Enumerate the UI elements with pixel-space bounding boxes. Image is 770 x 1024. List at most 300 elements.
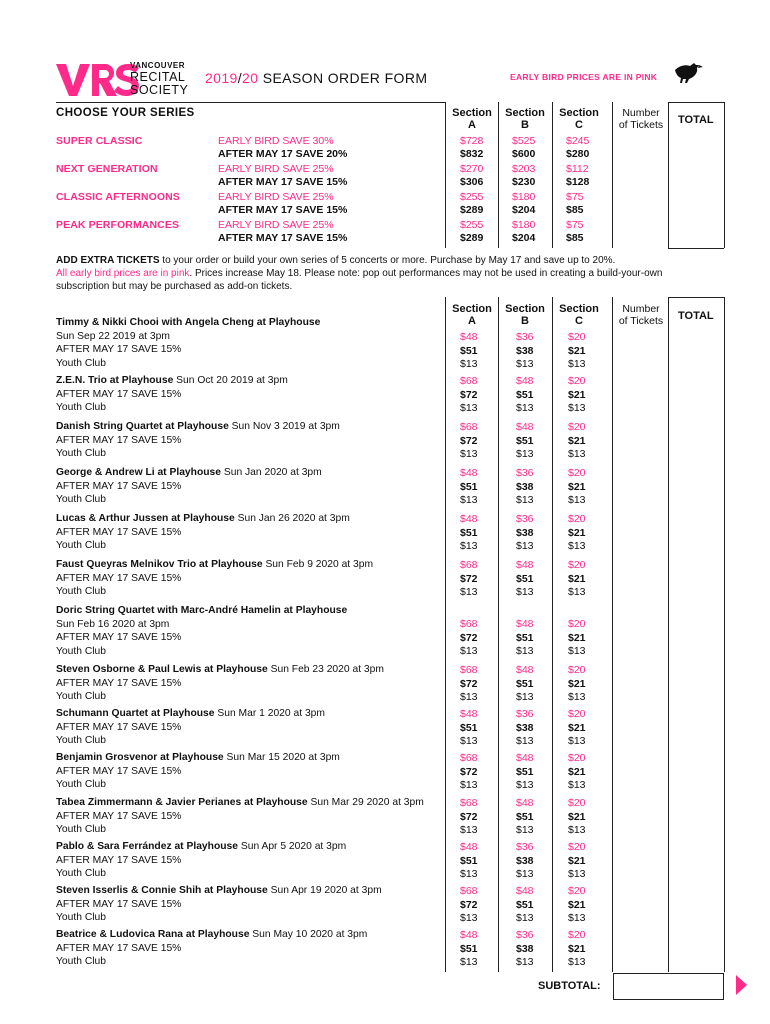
concert-price-b-youth: $13 (516, 494, 534, 506)
series-price-a-regular: $832 (460, 148, 484, 160)
concert-youth-club: Youth Club (56, 494, 107, 505)
concert-price-c-early: $20 (568, 467, 586, 479)
concert-title[interactable] (56, 752, 340, 763)
concert-after-save: AFTER MAY 17 SAVE 15% (56, 942, 182, 954)
header-line: of Tickets (618, 119, 664, 131)
concert-date: Sun May 10 2020 at 3pm (249, 929, 368, 940)
early-bird-pink-note: All early bird prices are in pink (56, 268, 190, 279)
concert-price-c-regular: $21 (568, 344, 586, 357)
series-price-b-early: $525 (512, 135, 536, 147)
concert-price-b-early: $48 (516, 885, 534, 897)
concert-price-b-youth: $13 (516, 448, 534, 460)
concert-ticket-count-field[interactable] (613, 795, 667, 837)
concert-price-a-early: $48 (460, 841, 478, 853)
concert-title[interactable] (56, 664, 384, 675)
series-price-c-regular: $85 (566, 204, 584, 216)
concert-price-a-regular: $72 (460, 765, 478, 778)
series-price-a-regular: $289 (460, 232, 484, 244)
concert-price-c-youth: $13 (568, 735, 586, 747)
series-total-bottom-border (668, 248, 724, 249)
concert-name: Timmy & Nikki Chooi with Angela Cheng at Playhouse (56, 317, 321, 328)
concert-youth-club: Youth Club (56, 956, 107, 967)
concert-price-b-youth: $13 (516, 691, 534, 703)
concert-price-b-regular: $38 (516, 721, 534, 734)
concert-price-b-regular: $38 (516, 854, 534, 867)
concert-price-a-regular: $51 (460, 480, 478, 493)
series-price-b-regular: $230 (512, 176, 536, 188)
header-line: Section (559, 303, 599, 315)
concert-title[interactable] (56, 797, 424, 808)
series-early-save: EARLY BIRD SAVE 25% (218, 219, 334, 231)
concert-youth-club: Youth Club (56, 448, 107, 459)
series-price-b-regular: $204 (512, 204, 536, 216)
concert-price-b-early: $48 (516, 752, 534, 764)
series-price-a-early: $270 (460, 163, 484, 175)
series-price-c-regular: $128 (566, 176, 590, 188)
series-early-save: EARLY BIRD SAVE 30% (218, 135, 334, 147)
concert-price-a-regular: $72 (460, 434, 478, 447)
concert-price-b-regular: $51 (516, 572, 534, 585)
series-after-save: AFTER MAY 17 SAVE 20% (218, 148, 348, 160)
concert-price-a-early: $68 (460, 559, 478, 571)
concert-title[interactable] (56, 605, 347, 616)
concert-price-c-youth: $13 (568, 494, 586, 506)
series-price-a-regular: $306 (460, 176, 484, 188)
concert-price-b-regular: $51 (516, 388, 534, 401)
series-price-a-regular: $289 (460, 204, 484, 216)
header-line: B (521, 119, 529, 131)
concert-after-save: AFTER MAY 17 SAVE 15% (56, 526, 182, 538)
concert-ticket-count-field[interactable] (613, 373, 667, 415)
concert-price-a-youth: $13 (460, 912, 478, 924)
concert-price-b-early: $36 (516, 331, 534, 343)
concert-total-top-border (668, 297, 724, 298)
concert-price-b-youth: $13 (516, 586, 534, 598)
concert-date: Sun Jan 2020 at 3pm (220, 467, 322, 478)
concert-price-b-youth: $13 (516, 645, 534, 657)
header-line: C (575, 315, 583, 327)
concert-price-c-early: $20 (568, 841, 586, 853)
concert-price-c-early: $20 (568, 752, 586, 764)
logo-line-recital: RECITAL (130, 70, 186, 84)
concert-price-c-regular: $21 (568, 765, 586, 778)
concert-title[interactable] (56, 841, 346, 852)
concert-col-divider (724, 297, 725, 972)
concert-price-c-early: $20 (568, 885, 586, 897)
concert-title[interactable] (56, 421, 340, 432)
concert-price-a-youth: $13 (460, 402, 478, 414)
concert-price-a-regular: $72 (460, 810, 478, 823)
concert-price-c-youth: $13 (568, 645, 586, 657)
concert-price-b-regular: $51 (516, 677, 534, 690)
header-line: Section (505, 107, 545, 119)
concert-title[interactable] (56, 375, 288, 386)
concert-price-b-regular: $51 (516, 898, 534, 911)
concert-name: Benjamin Grosvenor at Playhouse (56, 752, 224, 763)
concert-ticket-count-field[interactable] (613, 511, 667, 553)
concert-price-c-regular: $21 (568, 854, 586, 867)
series-price-c-early: $75 (566, 219, 584, 231)
concert-price-b-early: $36 (516, 929, 534, 941)
concert-price-b-early: $36 (516, 841, 534, 853)
early-bird-note: EARLY BIRD PRICES ARE IN PINK (510, 72, 658, 82)
concert-ticket-count-field[interactable] (613, 465, 667, 507)
series-price-a-early: $728 (460, 135, 484, 147)
next-page-arrow-icon[interactable] (736, 975, 747, 995)
concert-price-b-youth: $13 (516, 868, 534, 880)
concert-name: Beatrice & Ludovica Rana at Playhouse (56, 929, 250, 940)
concert-price-a-early: $68 (460, 664, 478, 676)
concert-price-c-early: $20 (568, 331, 586, 343)
concert-after-save: AFTER MAY 17 SAVE 15% (56, 388, 182, 400)
concert-price-c-regular: $21 (568, 480, 586, 493)
concert-price-b-youth: $13 (516, 358, 534, 370)
extra-text-1: to your order or build your own series of 5 concerts or more. Purchase by May 17 and save up to 20%. (159, 255, 616, 266)
concert-price-b-early: $48 (516, 618, 534, 630)
title-text: SEASON ORDER FORM (258, 70, 428, 86)
series-ticket-count-field[interactable] (613, 189, 667, 215)
concert-youth-club: Youth Club (56, 824, 107, 835)
concert-col-a-header (447, 303, 497, 327)
concert-youth-club: Youth Club (56, 540, 107, 551)
concert-price-c-regular: $21 (568, 677, 586, 690)
concert-date: Sun Mar 1 2020 at 3pm (214, 708, 325, 719)
concert-name: Faust Queyras Melnikov Trio at Playhouse (56, 559, 263, 570)
concert-name: Steven Isserlis & Connie Shih at Playhouse (56, 885, 268, 896)
series-name[interactable]: PEAK PERFORMANCES (56, 219, 180, 231)
series-price-b-early: $203 (512, 163, 536, 175)
header-line: A (468, 119, 476, 131)
concert-price-b-regular: $38 (516, 344, 534, 357)
concert-date: Sun Mar 29 2020 at 3pm (307, 797, 424, 808)
logo-line-vancouver: VANCOUVER (130, 61, 186, 70)
series-total-top-border (668, 102, 724, 103)
series-after-save: AFTER MAY 17 SAVE 15% (218, 232, 348, 244)
header-line: of Tickets (618, 315, 664, 327)
concert-after-save: AFTER MAY 17 SAVE 15% (56, 721, 182, 733)
concert-price-a-regular: $72 (460, 388, 478, 401)
concert-price-c-early: $20 (568, 421, 586, 433)
concert-price-b-regular: $38 (516, 526, 534, 539)
concert-price-b-early: $36 (516, 708, 534, 720)
concert-price-a-regular: $51 (460, 526, 478, 539)
concert-ticket-count-field[interactable] (613, 750, 667, 792)
header-line: A (468, 315, 476, 327)
concert-price-a-youth: $13 (460, 358, 478, 370)
series-name[interactable]: SUPER CLASSIC (56, 135, 143, 147)
concert-price-c-regular: $21 (568, 388, 586, 401)
concert-price-a-youth: $13 (460, 586, 478, 598)
series-col-divider (724, 102, 725, 248)
header-line: B (521, 315, 529, 327)
concert-price-a-youth: $13 (460, 691, 478, 703)
concert-price-a-regular: $51 (460, 721, 478, 734)
series-price-a-early: $255 (460, 191, 484, 203)
concert-date: Sun Sep 22 2019 at 3pm (56, 330, 170, 342)
concert-date: Sun Oct 20 2019 at 3pm (173, 375, 288, 386)
concert-after-save: AFTER MAY 17 SAVE 15% (56, 480, 182, 492)
series-col-divider (552, 102, 553, 248)
concert-price-b-regular: $51 (516, 810, 534, 823)
header-line: Section (559, 107, 599, 119)
series-col-a-header (447, 107, 497, 131)
concert-after-save: AFTER MAY 17 SAVE 15% (56, 434, 182, 446)
concert-date: Sun Feb 9 2020 at 3pm (262, 559, 374, 570)
concert-price-a-regular: $51 (460, 344, 478, 357)
concert-name: Z.E.N. Trio at Playhouse (56, 375, 174, 386)
concert-title[interactable] (56, 317, 320, 328)
concert-name: George & Andrew Li at Playhouse (56, 467, 221, 478)
concert-price-a-youth: $13 (460, 448, 478, 460)
concert-price-c-early: $20 (568, 708, 586, 720)
concert-price-b-youth: $13 (516, 402, 534, 414)
concert-date: Sun Nov 3 2019 at 3pm (228, 421, 340, 432)
series-ticket-count-field[interactable] (613, 161, 667, 187)
concert-price-a-early: $68 (460, 375, 478, 387)
concert-price-a-early: $48 (460, 929, 478, 941)
concert-price-c-regular: $21 (568, 526, 586, 539)
concert-price-a-early: $48 (460, 708, 478, 720)
concert-price-c-regular: $21 (568, 572, 586, 585)
concert-after-save: AFTER MAY 17 SAVE 15% (56, 632, 182, 643)
concert-after-save: AFTER MAY 17 SAVE 15% (56, 854, 182, 866)
concert-price-b-early: $48 (516, 559, 534, 571)
concert-price-b-early: $48 (516, 375, 534, 387)
series-early-save: EARLY BIRD SAVE 25% (218, 191, 334, 203)
series-price-b-regular: $204 (512, 232, 536, 244)
concert-ticket-count-field[interactable] (613, 419, 667, 461)
concert-date: Sun Mar 15 2020 at 3pm (223, 752, 340, 763)
concert-price-a-regular: $72 (460, 631, 478, 644)
concert-name: Doric String Quartet with Marc-André Hamelin at Playhouse (56, 605, 348, 616)
concert-price-a-regular: $51 (460, 942, 478, 955)
concert-price-a-youth: $13 (460, 645, 478, 657)
concert-price-c-regular: $21 (568, 434, 586, 447)
concert-price-a-youth: $13 (460, 540, 478, 552)
concert-youth-club: Youth Club (56, 735, 107, 746)
extra-tickets-heading: ADD EXTRA TICKETS (56, 255, 160, 266)
series-price-c-regular: $85 (566, 232, 584, 244)
series-col-c-header (554, 107, 604, 131)
concert-name: Tabea Zimmermann & Javier Perianes at Playhouse (56, 797, 308, 808)
series-price-c-early: $112 (566, 163, 589, 175)
concert-price-c-youth: $13 (568, 402, 586, 414)
series-price-c-early: $245 (566, 135, 590, 147)
concert-price-b-youth: $13 (516, 779, 534, 791)
concert-ticket-count-field[interactable] (613, 616, 667, 658)
concert-price-b-youth: $13 (516, 824, 534, 836)
concert-col-divider (445, 297, 446, 972)
concert-col-c-header (554, 303, 604, 327)
series-after-save: AFTER MAY 17 SAVE 15% (218, 204, 348, 216)
concert-price-b-regular: $38 (516, 942, 534, 955)
concert-ticket-count-field[interactable] (613, 883, 667, 925)
concert-price-a-early: $48 (460, 467, 478, 479)
header-line: Section (505, 303, 545, 315)
concert-date: Sun Feb 16 2020 at 3pm (56, 618, 170, 630)
concert-youth-club: Youth Club (56, 586, 107, 597)
header-line: Number (622, 303, 660, 315)
concert-col-divider (668, 297, 669, 972)
concert-price-b-early: $36 (516, 467, 534, 479)
concert-price-a-youth: $13 (460, 735, 478, 747)
concert-title[interactable] (56, 929, 367, 940)
concert-after-save: AFTER MAY 17 SAVE 15% (56, 898, 182, 910)
concert-youth-club: Youth Club (56, 402, 107, 413)
series-price-b-early: $180 (512, 191, 536, 203)
concert-price-c-youth: $13 (568, 448, 586, 460)
concert-price-a-youth: $13 (460, 779, 478, 791)
concert-price-a-youth: $13 (460, 824, 478, 836)
concert-price-c-early: $20 (568, 664, 586, 676)
concert-ticket-count-field[interactable] (613, 557, 667, 599)
concert-price-c-youth: $13 (568, 691, 586, 703)
concert-title[interactable] (56, 513, 350, 524)
concert-title[interactable] (56, 885, 382, 896)
concert-price-c-youth: $13 (568, 912, 586, 924)
concert-youth-club: Youth Club (56, 691, 107, 702)
title-year-start: 2019 (205, 70, 238, 86)
concert-price-c-regular: $21 (568, 898, 586, 911)
concert-price-a-youth: $13 (460, 956, 478, 968)
concert-name: Pablo & Sara Ferrández at Playhouse (56, 841, 238, 852)
header-line: C (575, 119, 583, 131)
concert-date: Sun Apr 19 2020 at 3pm (267, 885, 382, 896)
series-early-save: EARLY BIRD SAVE 25% (218, 163, 334, 175)
concert-title[interactable] (56, 467, 322, 478)
concert-price-c-youth: $13 (568, 540, 586, 552)
concert-price-a-early: $48 (460, 331, 478, 343)
concert-price-c-early: $20 (568, 513, 586, 525)
concert-after-save: AFTER MAY 17 SAVE 15% (56, 810, 182, 822)
subtotal-label: SUBTOTAL: (538, 980, 601, 992)
concert-price-b-regular: $51 (516, 434, 534, 447)
series-col-divider (445, 102, 446, 248)
concert-name: Lucas & Arthur Jussen at Playhouse (56, 513, 235, 524)
concert-price-c-youth: $13 (568, 358, 586, 370)
concert-price-b-regular: $51 (516, 631, 534, 644)
concert-price-c-regular: $21 (568, 942, 586, 955)
concert-price-c-early: $20 (568, 929, 586, 941)
series-col-b-header (500, 107, 550, 131)
concert-after-save: AFTER MAY 17 SAVE 15% (56, 344, 182, 355)
series-name[interactable]: NEXT GENERATION (56, 163, 158, 175)
header-line: Section (452, 107, 492, 119)
title-divider (56, 102, 445, 103)
concert-title[interactable] (56, 559, 373, 570)
concert-price-a-early: $68 (460, 797, 478, 809)
concert-youth-club: Youth Club (56, 357, 107, 369)
concert-price-c-regular: $21 (568, 810, 586, 823)
concert-price-b-early: $36 (516, 513, 534, 525)
concert-price-c-youth: $13 (568, 779, 586, 791)
concert-number-header (614, 303, 668, 327)
concert-price-c-youth: $13 (568, 586, 586, 598)
series-price-a-early: $255 (460, 219, 484, 231)
series-price-c-early: $75 (566, 191, 584, 203)
choose-series-title: CHOOSE YOUR SERIES (56, 107, 195, 119)
series-ticket-count-field[interactable] (613, 217, 667, 243)
concert-title[interactable] (56, 708, 325, 719)
series-number-header (614, 107, 668, 131)
concert-col-divider (552, 297, 553, 972)
concert-price-b-regular: $38 (516, 480, 534, 493)
header-line: Section (452, 303, 492, 315)
concert-after-save: AFTER MAY 17 SAVE 15% (56, 677, 182, 689)
concert-price-c-youth: $13 (568, 956, 586, 968)
series-col-divider (668, 102, 669, 248)
extra-tickets-paragraph (56, 254, 696, 293)
concert-price-b-youth: $13 (516, 912, 534, 924)
concert-price-c-regular: $21 (568, 721, 586, 734)
series-total-header: TOTAL (678, 114, 714, 126)
concert-date: Sun Jan 26 2020 at 3pm (234, 513, 350, 524)
concert-ticket-count-field[interactable] (613, 706, 667, 748)
concert-price-b-early: $48 (516, 664, 534, 676)
concert-ticket-count-field[interactable] (613, 329, 667, 371)
concert-price-a-early: $68 (460, 885, 478, 897)
concert-price-a-early: $68 (460, 752, 478, 764)
concert-after-save: AFTER MAY 17 SAVE 15% (56, 765, 182, 777)
concert-price-b-youth: $13 (516, 735, 534, 747)
series-ticket-count-field[interactable] (613, 133, 667, 159)
concert-total-header: TOTAL (678, 310, 714, 322)
concert-price-c-early: $20 (568, 797, 586, 809)
series-price-b-early: $180 (512, 219, 536, 231)
concert-date: Sun Feb 23 2020 at 3pm (267, 664, 384, 675)
concert-price-a-regular: $51 (460, 854, 478, 867)
concert-price-a-youth: $13 (460, 494, 478, 506)
concert-youth-club: Youth Club (56, 645, 107, 657)
series-price-b-regular: $600 (512, 148, 536, 160)
concert-price-a-early: $68 (460, 421, 478, 433)
series-price-c-regular: $280 (566, 148, 590, 160)
concert-col-divider (498, 297, 499, 972)
page-title (205, 70, 427, 86)
concert-youth-club: Youth Club (56, 779, 107, 790)
concert-name: Schumann Quartet at Playhouse (56, 708, 215, 719)
concert-price-a-regular: $72 (460, 572, 478, 585)
logo-line-society: SOCIETY (130, 82, 189, 97)
title-year-end: 20 (242, 70, 259, 86)
concert-price-b-youth: $13 (516, 956, 534, 968)
series-col-divider (498, 102, 499, 248)
concert-ticket-count-field[interactable] (613, 662, 667, 704)
series-after-save: AFTER MAY 17 SAVE 15% (218, 176, 348, 188)
concert-after-save: AFTER MAY 17 SAVE 15% (56, 572, 182, 584)
concert-price-b-early: $48 (516, 797, 534, 809)
concert-name: Danish String Quartet at Playhouse (56, 421, 229, 432)
concert-price-b-youth: $13 (516, 540, 534, 552)
subtotal-field[interactable] (613, 973, 724, 1000)
concert-youth-club: Youth Club (56, 912, 107, 923)
concert-price-a-youth: $13 (460, 868, 478, 880)
concert-price-b-regular: $51 (516, 765, 534, 778)
concert-price-c-early: $20 (568, 375, 586, 387)
logo-text (130, 62, 200, 96)
bird-icon (673, 60, 703, 84)
concert-ticket-count-field[interactable] (613, 839, 667, 881)
concert-price-c-regular: $21 (568, 631, 586, 644)
concert-price-c-youth: $13 (568, 868, 586, 880)
series-name[interactable]: CLASSIC AFTERNOONS (56, 191, 180, 203)
concert-name: Steven Osborne & Paul Lewis at Playhouse (56, 664, 268, 675)
concert-col-b-header (500, 303, 550, 327)
extra-text-2: . Prices increase May 18. Please note: pop out performances may not be used in creating a build-your-own subscription but may be purchased as add-on tickets. (56, 268, 663, 292)
concert-ticket-count-field[interactable] (613, 927, 667, 969)
concert-price-c-early: $20 (568, 618, 586, 630)
concert-price-a-regular: $72 (460, 677, 478, 690)
